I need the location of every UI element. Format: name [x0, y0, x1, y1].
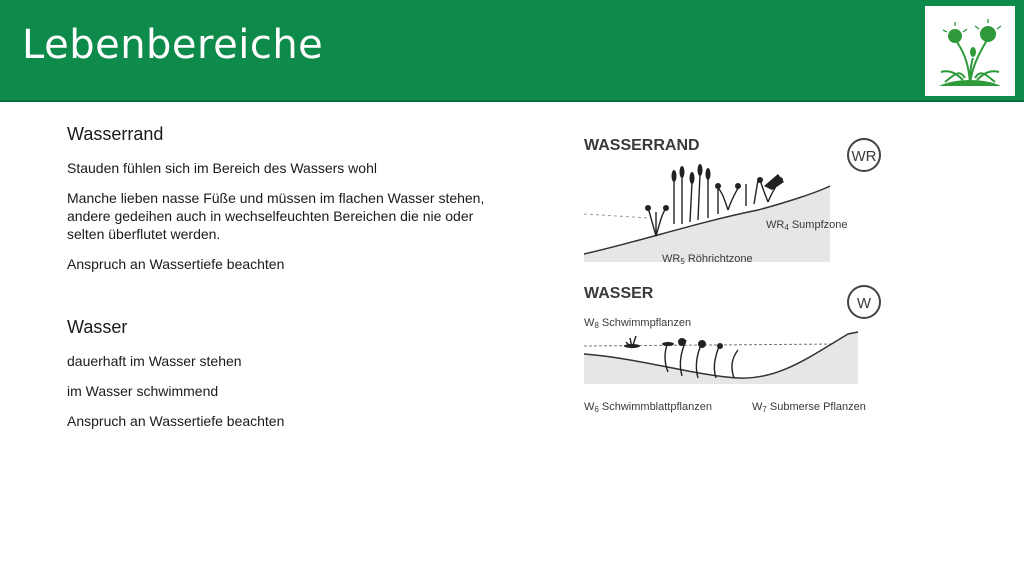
wasser-ground	[584, 332, 858, 384]
wasserrand-figure-title: WASSERRAND	[584, 137, 700, 154]
label-schwimmblattpflanzen: W6 Schwimmblattpflanzen	[584, 401, 712, 414]
text-content	[67, 124, 507, 442]
floating-leaves	[624, 338, 723, 349]
wr-badge	[848, 139, 880, 171]
heading-wasser: Wasser	[67, 317, 128, 337]
dandelion-icon	[925, 6, 1015, 96]
label-sumpfzone: WR4 Sumpfzone	[766, 219, 848, 232]
paragraph: Anspruch an Wassertiefe beachten	[67, 256, 285, 272]
paragraph: dauerhaft im Wasser stehen	[67, 353, 242, 369]
slide-title: Lebenbereiche	[22, 22, 324, 68]
slide-header	[0, 0, 1024, 102]
w-badge-label: W	[856, 295, 872, 312]
label-roehrichtzone: WR5 Röhrichtzone	[662, 253, 753, 266]
paragraph: Stauden fühlen sich im Bereich des Wassers wohl	[67, 160, 377, 176]
label-submerse-pflanzen: W7 Submerse Pflanzen	[752, 401, 866, 414]
w-badge	[848, 286, 880, 318]
paragraph: Anspruch an Wassertiefe beachten	[67, 413, 285, 429]
label-schwimmpflanzen: W8 Schwimmpflanzen	[584, 317, 692, 330]
spacer	[67, 285, 507, 317]
paragraph: Manche lieben nasse Füße und müssen im flachen Wasser stehen, andere gedeihen auch in wechselfeuchten Bereichen die nie oder selten überflutet werden.	[67, 190, 485, 242]
habitat-illustration	[578, 122, 898, 422]
heading-wasserrand: Wasserrand	[67, 124, 164, 144]
wasser-figure-title: WASSER	[584, 285, 654, 302]
wr-badge-label: WR	[851, 148, 877, 165]
paragraph: im Wasser schwimmend	[67, 383, 219, 399]
logo	[925, 6, 1015, 96]
